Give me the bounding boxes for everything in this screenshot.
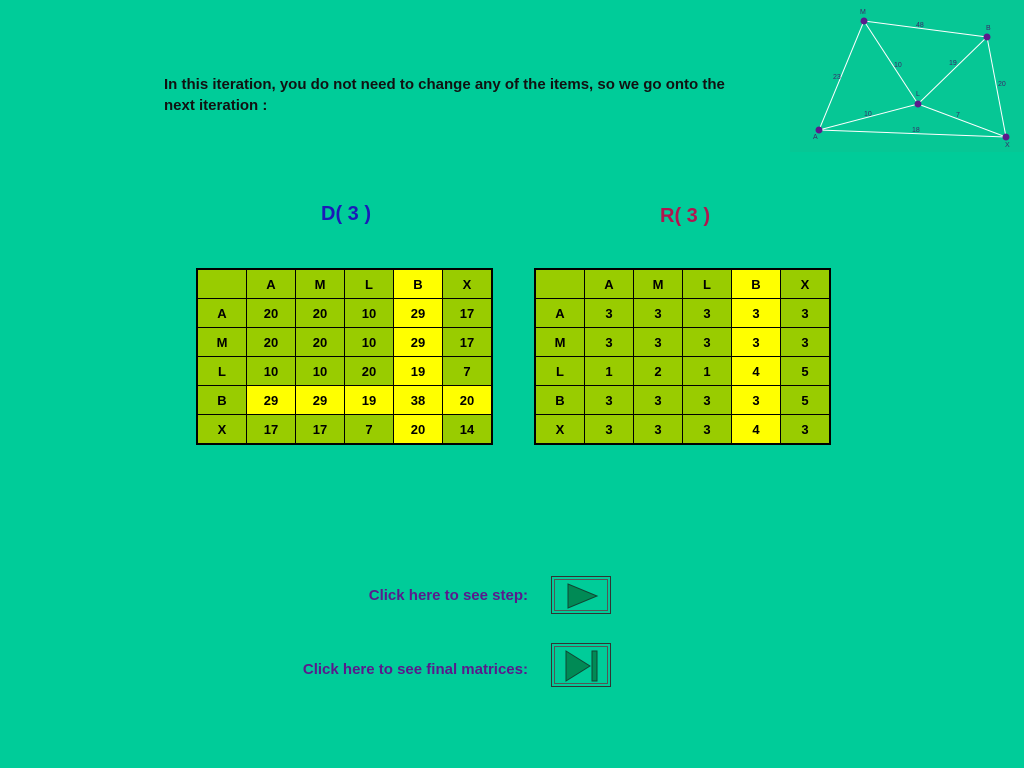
table-cell: 5 <box>781 357 831 386</box>
row-header-cell: X <box>197 415 247 445</box>
table-row <box>535 299 830 328</box>
table-cell: 3 <box>683 328 732 357</box>
header-cell: M <box>634 269 683 299</box>
edge-weight-m-a: 23 <box>833 74 841 81</box>
table-cell: 17 <box>247 415 296 445</box>
header-cell: L <box>345 269 394 299</box>
table-cell: 3 <box>585 386 634 415</box>
node-label-b: B <box>986 25 991 32</box>
table-cell: 3 <box>683 299 732 328</box>
table-cell: 3 <box>634 328 683 357</box>
row-header-cell: L <box>535 357 585 386</box>
header-cell: A <box>585 269 634 299</box>
table-cell: 3 <box>585 415 634 445</box>
final-matrices-label: Click here to see final matrices: <box>302 661 528 678</box>
header-cell: L <box>683 269 732 299</box>
edge-weight-a-x: 18 <box>912 127 920 134</box>
edge-weight-b-x: 20 <box>998 81 1006 88</box>
header-cell: X <box>443 269 493 299</box>
table-cell: 29 <box>394 299 443 328</box>
table-cell: 14 <box>443 415 493 445</box>
graph-diagram <box>790 0 1024 152</box>
row-header-cell: A <box>197 299 247 328</box>
distance-matrix-title: D( 3 ) <box>321 203 371 225</box>
table-cell: 20 <box>443 386 493 415</box>
header-cell: B <box>394 269 443 299</box>
table-cell: 10 <box>247 357 296 386</box>
table-cell: 3 <box>683 386 732 415</box>
table-row <box>197 415 492 445</box>
header-cell: M <box>296 269 345 299</box>
table-row <box>197 357 492 386</box>
table-row <box>535 328 830 357</box>
table-row <box>535 415 830 445</box>
route-matrix-table <box>534 268 831 445</box>
table-cell: 20 <box>247 299 296 328</box>
table-cell: 3 <box>732 299 781 328</box>
table-header-row <box>197 269 492 299</box>
header-cell: B <box>732 269 781 299</box>
table-row <box>535 386 830 415</box>
table-cell: 10 <box>345 328 394 357</box>
table-cell: 3 <box>634 299 683 328</box>
table-cell: 7 <box>443 357 493 386</box>
table-cell: 19 <box>394 357 443 386</box>
node-label-l: L <box>916 91 920 98</box>
table-cell: 20 <box>296 328 345 357</box>
table-cell: 38 <box>394 386 443 415</box>
table-cell: 5 <box>781 386 831 415</box>
table-cell: 29 <box>247 386 296 415</box>
edge-weight-m-l: 10 <box>894 62 902 69</box>
table-cell: 1 <box>683 357 732 386</box>
route-matrix-title: R( 3 ) <box>660 205 710 227</box>
step-label: Click here to see step: <box>368 587 528 604</box>
distance-matrix-table <box>196 268 493 445</box>
table-cell: 3 <box>585 299 634 328</box>
table-cell: 10 <box>345 299 394 328</box>
table-cell: 10 <box>296 357 345 386</box>
table-row <box>197 386 492 415</box>
table-cell: 2 <box>634 357 683 386</box>
edge-weight-a-l: 10 <box>864 111 872 118</box>
table-cell: 3 <box>732 386 781 415</box>
table-cell: 20 <box>345 357 394 386</box>
table-cell: 20 <box>296 299 345 328</box>
table-cell: 3 <box>781 328 831 357</box>
instruction-text: In this iteration, you do not need to change any of the items, so we go onto the next iteration : <box>164 76 725 114</box>
table-cell: 3 <box>585 328 634 357</box>
node-label-m: M <box>860 9 866 16</box>
row-header-cell: M <box>535 328 585 357</box>
table-cell: 17 <box>443 299 493 328</box>
table-cell: 3 <box>683 415 732 445</box>
header-cell <box>197 269 247 299</box>
edge-weight-m-b: 48 <box>916 22 924 29</box>
edge-weight-l-x: 7 <box>956 112 960 119</box>
table-cell: 3 <box>781 299 831 328</box>
row-header-cell: B <box>197 386 247 415</box>
row-header-cell: L <box>197 357 247 386</box>
table-cell: 3 <box>634 386 683 415</box>
table-cell: 20 <box>394 415 443 445</box>
next-step-button[interactable] <box>551 576 611 614</box>
edge-weight-b-l: 19 <box>949 60 957 67</box>
header-cell <box>535 269 585 299</box>
play-icon <box>552 577 612 615</box>
table-cell: 17 <box>296 415 345 445</box>
table-row <box>535 357 830 386</box>
table-cell: 7 <box>345 415 394 445</box>
row-header-cell: A <box>535 299 585 328</box>
table-cell: 3 <box>781 415 831 445</box>
table-cell: 29 <box>394 328 443 357</box>
table-header-row <box>535 269 830 299</box>
table-row <box>197 328 492 357</box>
row-header-cell: X <box>535 415 585 445</box>
table-cell: 4 <box>732 357 781 386</box>
table-cell: 19 <box>345 386 394 415</box>
header-cell: A <box>247 269 296 299</box>
table-row <box>197 299 492 328</box>
table-cell: 20 <box>247 328 296 357</box>
final-matrices-button[interactable] <box>551 643 611 687</box>
node-label-a: A <box>813 134 818 141</box>
table-cell: 29 <box>296 386 345 415</box>
table-cell: 1 <box>585 357 634 386</box>
table-cell: 4 <box>732 415 781 445</box>
table-cell: 3 <box>634 415 683 445</box>
node-label-x: X <box>1005 142 1010 149</box>
table-cell: 17 <box>443 328 493 357</box>
header-cell: X <box>781 269 831 299</box>
skip-to-end-icon <box>552 644 612 688</box>
table-cell: 3 <box>732 328 781 357</box>
row-header-cell: M <box>197 328 247 357</box>
row-header-cell: B <box>535 386 585 415</box>
